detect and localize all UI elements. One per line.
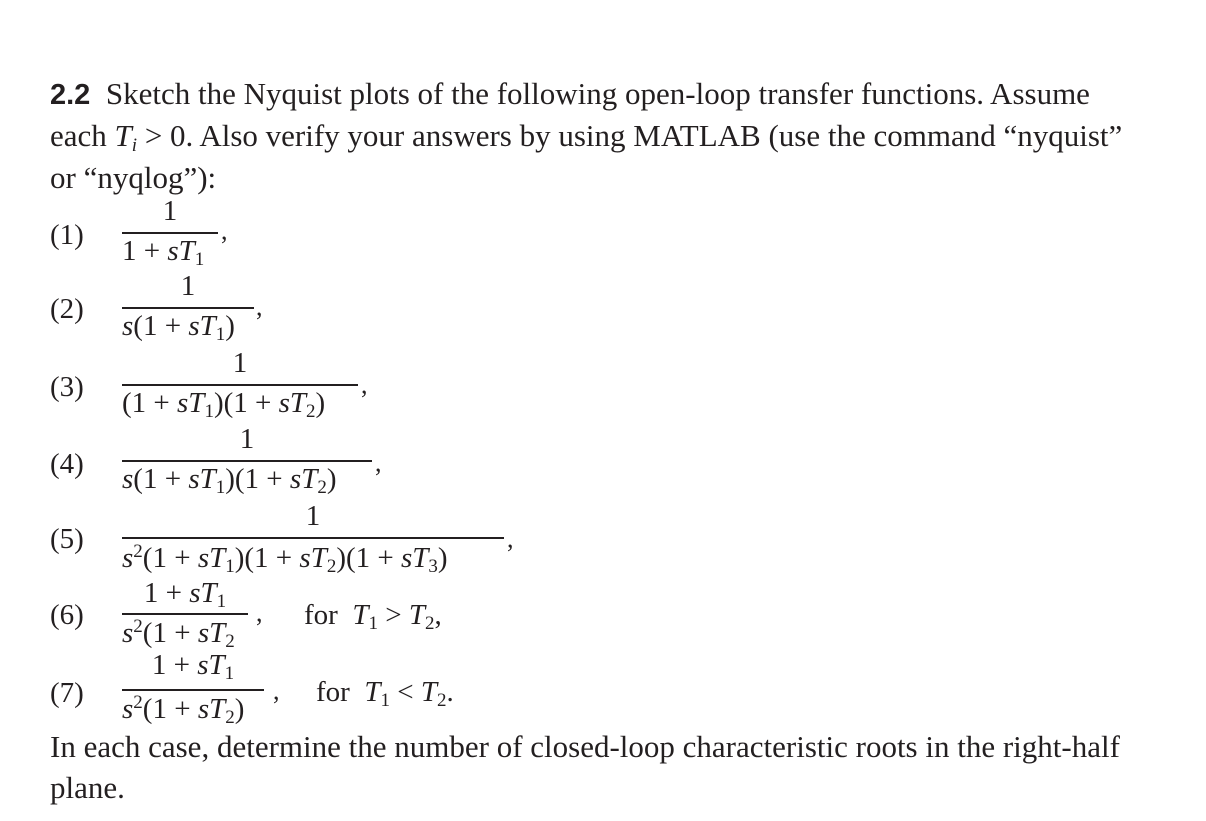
item-5-denominator: $s^2(1 + sT_1)(1 + sT_2)(1 + sT_3)$ <box>122 541 448 577</box>
item-7-numerator: $1 + sT_1$ <box>151 649 235 684</box>
item-2-numerator: 1 <box>180 270 196 302</box>
item-4-denominator: $s(1 + sT_1)(1 + sT_2)$ <box>122 463 337 498</box>
item-7-condition: for $T_1 < T_2$. <box>316 676 454 711</box>
item-6-condition: for $T_1 > T_2$, <box>304 599 442 634</box>
item-6-denominator: $s^2(1 + sT_2$ <box>122 616 235 652</box>
closing-line-1: In each case, determine the number of closed-loop characteristic roots in the right-half <box>50 729 1120 764</box>
fraction-bar <box>122 689 264 691</box>
fraction-bar <box>122 537 504 539</box>
item-5-label: (5) <box>50 523 84 555</box>
item-6-label: (6) <box>50 599 84 631</box>
item-3-label: (3) <box>50 371 84 403</box>
item-2-denominator: $s(1 + sT_1)$ <box>122 310 235 345</box>
item-7-label: (7) <box>50 677 84 709</box>
closing-line-2: plane. <box>50 770 125 805</box>
item-3-denominator: $(1 + sT_1)(1 + sT_2)$ <box>122 387 326 422</box>
item-3-numerator: 1 <box>232 347 248 379</box>
item-1-label: (1) <box>50 219 84 251</box>
intro-text-1: Sketch the Nyquist plots of the following open-loop transfer functions. Assume <box>105 76 1090 111</box>
problem-intro-line-3: or “nyqlog”): <box>50 160 217 195</box>
item-1-numerator: 1 <box>162 195 178 227</box>
item-7-denominator: $s^2(1 + sT_2)$ <box>122 692 245 728</box>
item-5-numerator: 1 <box>305 500 321 532</box>
item-4-label: (4) <box>50 448 84 480</box>
item-6-numerator: $1 + sT_1$ <box>143 577 227 612</box>
problem-number: 2.2 <box>50 79 91 111</box>
problem-intro-line-2: each $T_i > 0$. Also verify your answers by using MATLAB (use the command “nyquist” <box>50 118 1123 156</box>
item-2-label: (2) <box>50 293 84 325</box>
problem-intro-line-1 <box>50 74 1090 115</box>
item-4-numerator: 1 <box>239 423 255 455</box>
fraction-bar <box>122 613 248 615</box>
item-1-denominator: $1 + sT_1$ <box>122 235 205 270</box>
